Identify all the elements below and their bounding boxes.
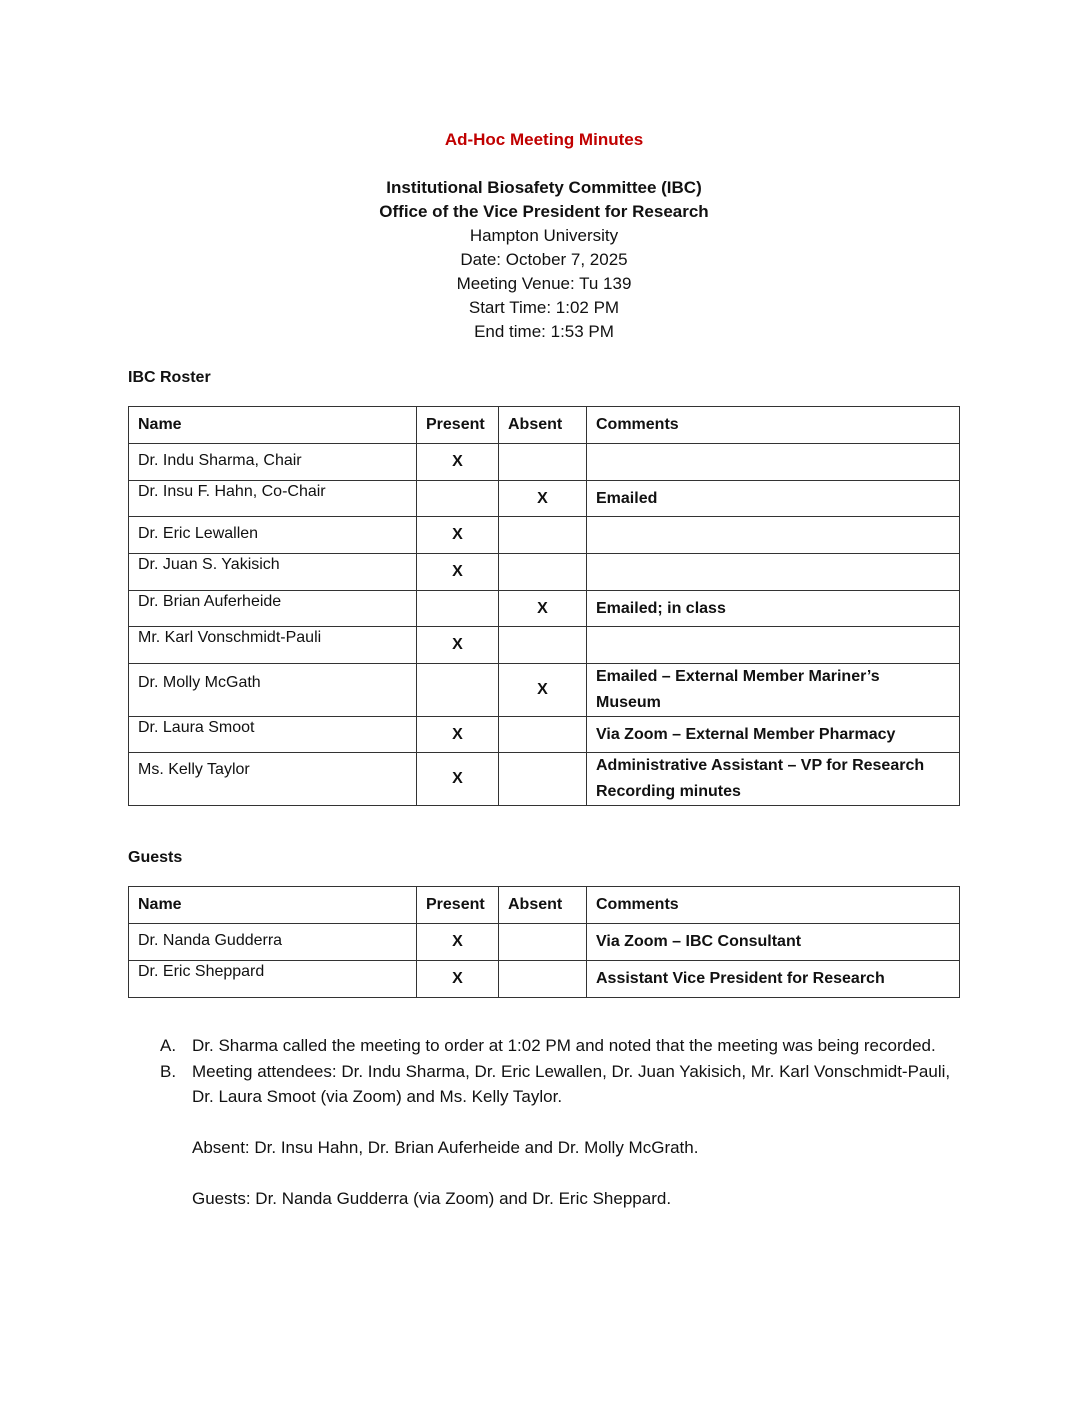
table-row — [129, 627, 960, 664]
member-name: Dr. Juan S. Yakisich — [129, 554, 417, 591]
comment — [587, 753, 960, 806]
member-name: Dr. Brian Auferheide — [129, 591, 417, 627]
table-row — [129, 961, 960, 998]
document-title: Ad-Hoc Meeting Minutes — [444, 130, 644, 149]
absent-mark — [499, 517, 587, 554]
member-name: Dr. Insu F. Hahn, Co-Chair — [129, 481, 417, 517]
comment: Emailed – External Member Mariner’s Museum — [587, 664, 960, 717]
list-item — [160, 1059, 960, 1110]
member-name: Mr. Karl Vonschmidt-Pauli — [129, 627, 417, 664]
header-present: Present — [417, 407, 499, 444]
header-comments: Comments — [587, 887, 960, 924]
comment — [587, 517, 960, 554]
present-mark: X — [417, 753, 499, 806]
header-absent: Absent — [499, 407, 587, 444]
guests-summary: Guests: Dr. Nanda Gudderra (via Zoom) and Dr. Eric Sheppard. — [192, 1189, 672, 1208]
office-name: Office of the Vice President for Research — [379, 202, 709, 221]
table-row — [129, 517, 960, 554]
present-mark: X — [417, 924, 499, 961]
present-mark: X — [417, 444, 499, 481]
absent-summary: Absent: Dr. Insu Hahn, Dr. Brian Auferheide and Dr. Molly McGrath. — [192, 1138, 699, 1157]
header-absent: Absent — [499, 887, 587, 924]
minutes-list — [160, 1033, 960, 1212]
absent-mark: X — [499, 481, 587, 517]
list-text: Meeting attendees: Dr. Indu Sharma, Dr. Eric Lewallen, Dr. Juan Yakisich, Mr. Karl Vonschmidt-Pauli, Dr. Laura Smoot (via Zoom) and Ms. Kelly Taylor. — [192, 1061, 951, 1106]
list-text: Dr. Sharma called the meeting to order at 1:02 PM and noted that the meeting was being recorded. — [192, 1036, 936, 1055]
absent-mark — [499, 554, 587, 591]
guest-name: Dr. Nanda Gudderra — [129, 924, 417, 961]
table-header-row — [129, 407, 960, 444]
meeting-header — [0, 176, 1088, 344]
table-row — [129, 444, 960, 481]
table-row — [129, 481, 960, 517]
guests-table — [128, 886, 960, 998]
comment — [587, 627, 960, 664]
absent-mark — [499, 717, 587, 753]
university-name: Hampton University — [469, 226, 619, 245]
list-marker: A. — [160, 1036, 177, 1055]
member-name: Dr. Indu Sharma, Chair — [129, 444, 417, 481]
roster-label: IBC Roster — [128, 369, 211, 386]
header-comments: Comments — [587, 407, 960, 444]
present-mark: X — [417, 627, 499, 664]
list-item — [160, 1033, 960, 1059]
present-mark — [417, 481, 499, 517]
member-name: Dr. Molly McGath — [129, 664, 417, 717]
absent-mark — [499, 444, 587, 481]
absent-mark — [499, 753, 587, 806]
comment: Emailed; in class — [587, 591, 960, 627]
meeting-venue: Meeting Venue: Tu 139 — [456, 274, 632, 293]
absent-mark: X — [499, 664, 587, 717]
member-name: Dr. Eric Lewallen — [129, 517, 417, 554]
comment: Assistant Vice President for Research — [587, 961, 960, 998]
table-row — [129, 717, 960, 753]
member-name: Ms. Kelly Taylor — [129, 753, 417, 806]
present-mark: X — [417, 961, 499, 998]
header-name: Name — [129, 887, 417, 924]
present-mark: X — [417, 554, 499, 591]
comment: Via Zoom – IBC Consultant — [587, 924, 960, 961]
comment-line: Administrative Assistant – VP for Research — [596, 757, 925, 774]
comment — [587, 444, 960, 481]
comment-line: Recording minutes — [596, 783, 741, 800]
absent-mark: X — [499, 591, 587, 627]
table-row — [129, 924, 960, 961]
present-mark: X — [417, 517, 499, 554]
table-row — [129, 664, 960, 717]
absent-mark — [499, 961, 587, 998]
end-time: End time: 1:53 PM — [474, 322, 614, 341]
table-row — [129, 753, 960, 806]
table-row — [129, 591, 960, 627]
member-name: Dr. Laura Smoot — [129, 717, 417, 753]
table-header-row — [129, 887, 960, 924]
start-time: Start Time: 1:02 PM — [468, 298, 620, 317]
guests-label: Guests — [128, 849, 183, 866]
header-name: Name — [129, 407, 417, 444]
comment: Via Zoom – External Member Pharmacy — [587, 717, 960, 753]
absent-mark — [499, 627, 587, 664]
present-mark — [417, 664, 499, 717]
present-mark — [417, 591, 499, 627]
meeting-date: Date: October 7, 2025 — [460, 250, 628, 269]
table-row — [129, 554, 960, 591]
guest-name: Dr. Eric Sheppard — [129, 961, 417, 998]
list-marker: B. — [160, 1061, 177, 1081]
absent-mark — [499, 924, 587, 961]
roster-table — [128, 406, 960, 806]
header-present: Present — [417, 887, 499, 924]
comment: Emailed — [587, 481, 960, 517]
committee-name: Institutional Biosafety Committee (IBC) — [386, 178, 702, 197]
present-mark: X — [417, 717, 499, 753]
comment — [587, 554, 960, 591]
